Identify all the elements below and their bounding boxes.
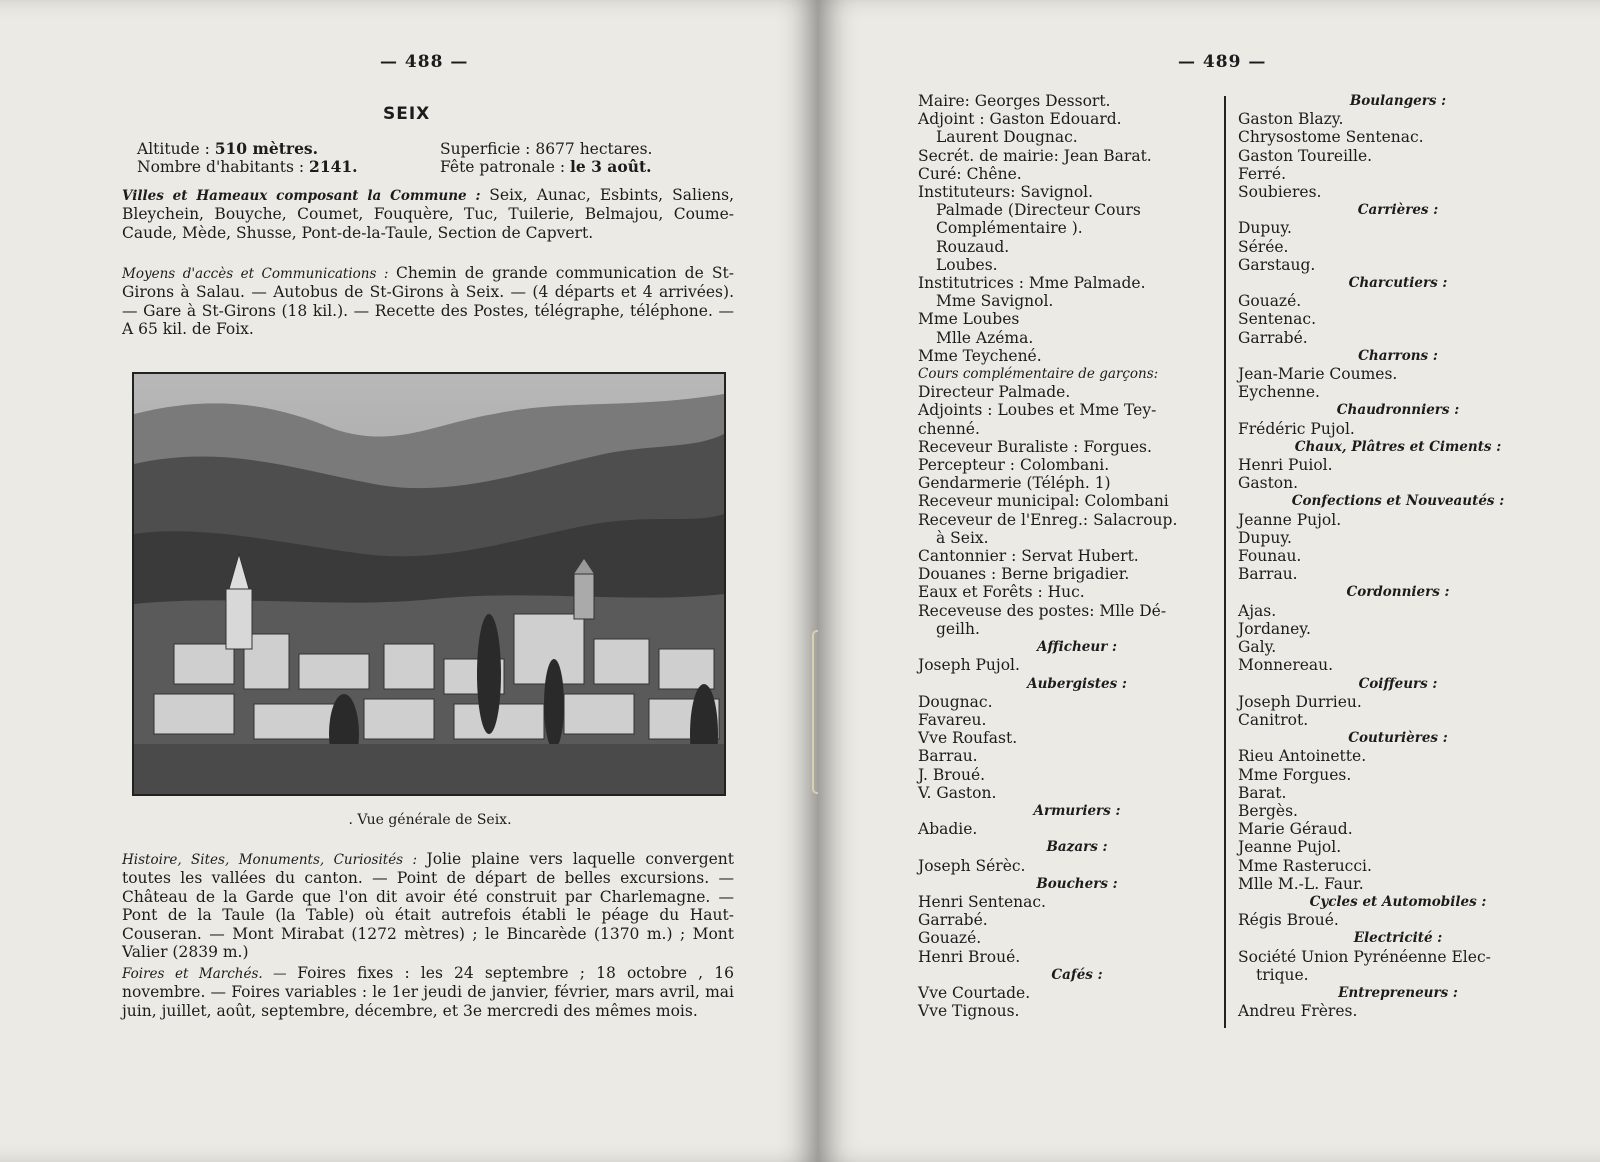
- directory-entry: Ajas.: [1238, 601, 1277, 620]
- habitants-label: Nombre d'habitants :: [137, 158, 310, 177]
- superficie-block: [440, 140, 652, 177]
- directory-entry: Jeanne Pujol.: [1238, 510, 1342, 529]
- directory-entry: Curé: Chêne.: [918, 164, 1022, 183]
- section-heading: Aubergistes :: [1027, 675, 1127, 692]
- directory-entry: Receveur Buraliste : Forgues.: [918, 437, 1152, 456]
- directory-entry: Douanes : Berne brigadier.: [918, 565, 1130, 584]
- directory-entry: Gaston.: [1238, 474, 1299, 493]
- directory-entry: Palmade (Directeur Cours: [936, 201, 1141, 220]
- directory-entry: Régis Broué.: [1238, 911, 1339, 930]
- directory-entry: Sentenac.: [1238, 310, 1317, 329]
- altitude-label: Altitude :: [137, 140, 215, 158]
- directory-entry: Mme Loubes: [918, 310, 1020, 329]
- directory-entry: Chrysostome Sentenac.: [1238, 128, 1424, 147]
- section-heading: Electricité :: [1353, 930, 1443, 947]
- page-number-right: — 489 —: [1178, 52, 1267, 72]
- directory-entry: Barrau.: [1238, 565, 1298, 584]
- altitude-block: [137, 140, 358, 177]
- directory-entry: Directeur Palmade.: [918, 383, 1071, 402]
- directory-entry: Vve Roufast.: [918, 729, 1018, 748]
- directory-entry: Instituteurs: Savignol.: [918, 183, 1094, 202]
- directory-entry: Monnereau.: [1238, 656, 1334, 675]
- foires-label: Foires et Marchés. —: [122, 966, 298, 982]
- directory-entry: J. Broué.: [918, 765, 986, 784]
- directory-entry: Galy.: [1238, 638, 1277, 657]
- directory-entry: Ferré.: [1238, 164, 1286, 183]
- directory-entry: Favareu.: [918, 710, 987, 729]
- section-heading: Boulangers :: [1349, 93, 1447, 109]
- superficie: Superficie : 8677 hectares.: [440, 140, 653, 158]
- directory-entry: Gouazé.: [1238, 292, 1302, 311]
- fete-value: le 3 août.: [569, 157, 652, 177]
- section-heading: Chaux, Plâtres et Ciments :: [1294, 438, 1502, 455]
- directory-entry: Joseph Sérèc.: [918, 856, 1026, 875]
- moyens-paragraph: [122, 264, 734, 339]
- directory-entry: Canitrot.: [1238, 710, 1309, 729]
- directory-entry: Henri Broué.: [918, 947, 1021, 966]
- section-heading: Charrons :: [1358, 347, 1438, 364]
- directory-entry: Rouzaud.: [936, 237, 1010, 256]
- directory-entry: Gaston Toureille.: [1238, 146, 1373, 165]
- directory-entry: Laurent Dougnac.: [936, 128, 1078, 147]
- directory-entry: Adjoints : Loubes et Mme Tey-: [918, 401, 1157, 420]
- directory-entry: Loubes.: [936, 255, 998, 274]
- moyens-label: Moyens d'accès et Communications :: [122, 266, 396, 282]
- directory-entry: Maire: Georges Dessort.: [918, 92, 1111, 110]
- directory-entry: Garrabé.: [918, 911, 988, 930]
- right-page: [818, 0, 1600, 1162]
- directory-entry: à Seix.: [936, 528, 989, 547]
- directory-entry: Henri Puiol.: [1238, 456, 1333, 475]
- section-heading: Carrières :: [1357, 202, 1439, 219]
- moyens-text: Chemin de grande communication de St-Girons à Salau. — Autobus de St-Girons à Seix. — (4 départs et 4 arrivées). — Gare à St-Girons (18 kil.). — Recette des Postes, télégraphe, téléphone. — A 65 kil. de Foix.: [122, 264, 735, 339]
- habitants-value: 2141.: [309, 157, 358, 177]
- directory-column-1: [918, 92, 1236, 1020]
- directory-entry: trique.: [1256, 965, 1309, 984]
- fete-label: Fête patronale :: [440, 158, 570, 177]
- directory-entry: Dougnac.: [918, 692, 993, 711]
- directory-entry: Gendarmerie (Téléph. 1): [918, 474, 1111, 493]
- directory-entry: Eaux et Forêts : Huc.: [918, 583, 1085, 602]
- directory-entry: Jordaney.: [1238, 619, 1311, 638]
- directory-column-2: [1238, 92, 1558, 1020]
- section-heading: Entrepreneurs :: [1338, 984, 1458, 1001]
- directory-entry: Mme Savignol.: [936, 292, 1054, 311]
- directory-entry: Cantonnier : Servat Hubert.: [918, 547, 1139, 566]
- village-landscape-image: [134, 374, 724, 794]
- section-heading: Chaudronniers :: [1336, 402, 1460, 419]
- directory-entry: Société Union Pyrénéenne Elec-: [1238, 947, 1491, 966]
- directory-entry: Secrét. de mairie: Jean Barat.: [918, 146, 1152, 165]
- page-title: SEIX: [383, 104, 431, 124]
- directory-entry: Jean-Marie Coumes.: [1238, 365, 1398, 384]
- foires-text: Foires fixes : les 24 septembre ; 18 octobre , 16 novembre. — Foires variables : le 1er jeudi de janvier, février, mars avril, mai juin, juillet, août, septembre, décembre, et 3e mercredi des mêmes mois.: [122, 964, 734, 1020]
- directory-entry: Barat.: [1238, 783, 1287, 802]
- directory-entry: Gaston Blazy.: [1238, 110, 1344, 129]
- directory-entry: Dupuy.: [1238, 219, 1292, 238]
- directory-entry: Institutrices : Mme Palmade.: [918, 274, 1146, 293]
- section-heading: Confections et Nouveautés :: [1291, 493, 1505, 510]
- directory-entry: Dupuy.: [1238, 528, 1292, 547]
- directory-entry: Adjoint : Gaston Edouard.: [918, 110, 1122, 129]
- histoire-label: Histoire, Sites, Monuments, Curiosités :: [122, 852, 427, 868]
- directory-entry: chenné.: [918, 419, 980, 438]
- directory-entry: Soubieres.: [1238, 183, 1322, 202]
- page-number-left: — 488 —: [380, 52, 469, 72]
- directory-entry: Andreu Frères.: [1238, 1002, 1358, 1021]
- histoire-paragraph: [122, 850, 734, 961]
- directory-entry: Abadie.: [918, 820, 978, 839]
- villes-label: Villes et Hameaux composant la Commune :: [122, 188, 490, 204]
- villes-text: Seix, Aunac, Esbints, Saliens, Bleychein, Bouyche, Coumet, Fouquère, Tuc, Tuilerie, Belmajou, Coume-Caude, Mède, Shusse, Pont-de-la-Taule, Section de Capvert.: [122, 186, 734, 242]
- directory-entry: Gouazé.: [918, 929, 982, 948]
- directory-entry: Mme Rasterucci.: [1238, 856, 1372, 875]
- column-divider: [1224, 96, 1226, 1028]
- directory-entry: Percepteur : Colombani.: [918, 456, 1110, 475]
- directory-entry: Garrabé.: [1238, 328, 1308, 347]
- section-heading: Cafés :: [1051, 966, 1103, 983]
- directory-entry: Joseph Durrieu.: [1238, 692, 1362, 711]
- directory-entry: V. Gaston.: [918, 783, 997, 802]
- section-heading: Cordonniers :: [1346, 584, 1450, 601]
- directory-entry: Frédéric Pujol.: [1238, 419, 1355, 438]
- directory-entry: Receveur municipal: Colombani: [918, 492, 1169, 511]
- directory-entry: geilh.: [936, 619, 980, 638]
- seix-village-photo: [132, 372, 726, 796]
- section-heading: Cours complémentaire de garçons:: [918, 366, 1159, 383]
- histoire-text: Jolie plaine vers laquelle convergent toutes les vallées du canton. — Point de départ de belles excursions. — Château de la Garde que l'on dit avoir été construit par Charlemagne. — Pont de la Taule (la Table) où était autrefois établi le péage du Haut-Couseran. — Mont Mirabat (1272 mètres) ; le Bincarède (1370 m.) ; Mont Valier (2839 m.): [122, 850, 735, 962]
- directory-entry: Bergès.: [1238, 801, 1298, 820]
- directory-entry: Mlle M.-L. Faur.: [1238, 874, 1364, 893]
- directory-entry: Complémentaire ).: [936, 219, 1083, 238]
- directory-entry: Vve Courtade.: [918, 983, 1031, 1002]
- directory-entry: Mme Forgues.: [1238, 765, 1352, 784]
- section-heading: Bouchers :: [1036, 875, 1118, 892]
- directory-entry: Garstaug.: [1238, 255, 1316, 274]
- directory-entry: Joseph Pujol.: [918, 656, 1020, 675]
- section-heading: Afficheur :: [1036, 639, 1117, 656]
- directory-entry: Receveur de l'Enreg.: Salacroup.: [918, 510, 1178, 529]
- directory-entry: Receveuse des postes: Mlle Dé-: [918, 601, 1167, 620]
- directory-entry: Founau.: [1238, 547, 1302, 566]
- directory-entry: Vve Tignous.: [918, 1002, 1020, 1021]
- directory-entry: Jeanne Pujol.: [1238, 838, 1342, 857]
- directory-entry: Henri Sentenac.: [918, 892, 1046, 911]
- foires-paragraph: [122, 964, 734, 1020]
- directory-entry: Barrau.: [918, 747, 978, 766]
- directory-entry: Eychenne.: [1238, 383, 1320, 402]
- section-heading: Coiffeurs :: [1358, 675, 1438, 692]
- directory-entry: Mlle Azéma.: [936, 328, 1034, 347]
- section-heading: Bazars :: [1046, 839, 1108, 856]
- section-heading: Couturières :: [1348, 730, 1448, 747]
- directory-entry: Rieu Antoinette.: [1238, 747, 1367, 766]
- photo-caption: . Vue générale de Seix.: [348, 812, 512, 828]
- villes-paragraph: [122, 186, 734, 242]
- section-heading: Armuriers :: [1033, 802, 1121, 819]
- directory-entry: Sérée.: [1238, 237, 1289, 256]
- altitude-value: 510 mètres.: [214, 139, 319, 158]
- section-heading: Cycles et Automobiles :: [1309, 893, 1487, 910]
- directory-entry: Marie Géraud.: [1238, 820, 1353, 839]
- section-heading: Charcutiers :: [1348, 275, 1448, 292]
- directory-entry: Mme Teychené.: [918, 346, 1042, 365]
